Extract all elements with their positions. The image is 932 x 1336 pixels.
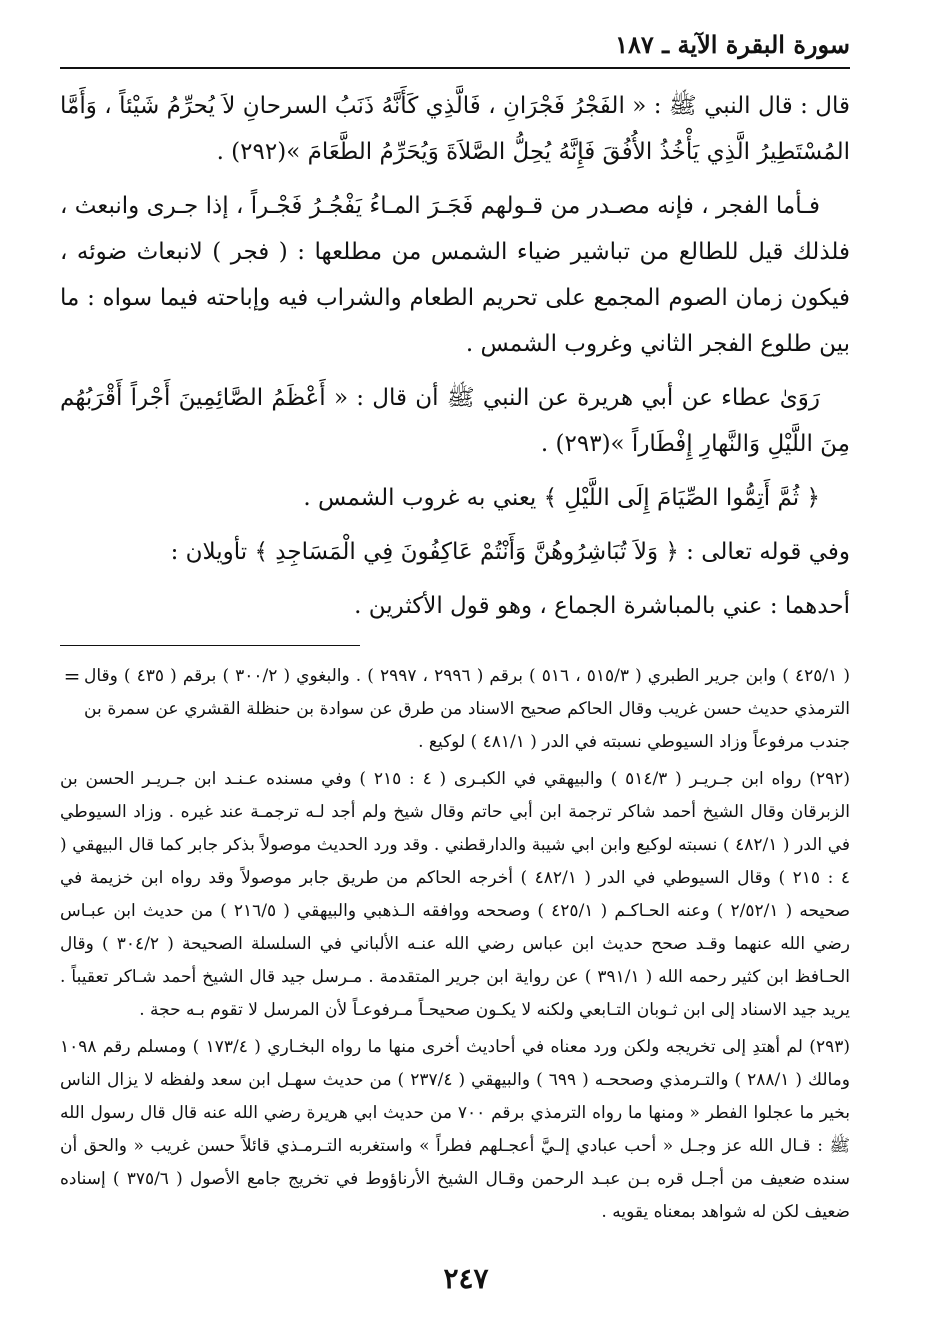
footnote-292: (٢٩٢) رواه ابن جـريـر ( ٥١٤/٣ ) والبيهقي في الكبـرى ( ٤ : ٢١٥ ) وفي مسنده عـنـد ابن جـريـر الحسن بن الزبرقان وقال الشيخ أحمد شاكر ترجمة ابن أبي حاتم وقال شيخ ولم أجد لـه ترجمـة عند غيره . وزاد السيوطي في الدر ( ٤٨٢/١ ) نسبته لوكيع وابن ابي شيبة والدارقطني . وقد ورد الحديث موصولاً بذكر جابر كما قال البيهقي ( ٤ : ٢١٥ ) وقال السيوطي في الدر ( ٤٨٢/١ ) أخرجه الحاكم من طريق جابر موصولاً وقد رواه ابن خزيمة في صحيحه ( ٢/٥٢/١ ) وعنه الحـاكـم ( ٤٢٥/١ ) وصححه ووافقه الـذهبي والبيهقي ( ٢١٦/٥ ) من حديث ابن عبـاس رضي الله عنهما وقـد صحح حديث ابن عباس رضي الله عنـه الألباني في السلسلة الصحيحة ( ٣٠٤/٢ ) وقال الحـافظ ابن كثير رحمه الله ( ٣٩١/١ ) عن رواية ابن جرير المتقدمة . مـرسل جيد قال الشيخ أحمد شـاكر تعقيباً . يريد جيد الاسناد إلى ابن ثـوبان التـابعي ولكنه لا يكـون صحيحـاً مـرفوعـاً لأن المرسل لا تقوم بـه حجة . xyxy=(60,769,851,1020)
footnote-separator-wrap xyxy=(60,637,850,660)
footnote-separator xyxy=(60,645,360,646)
paragraph: وفي قوله تعالى : ﴿ وَلاَ تُبَاشِرُوهُنَّ وَأَنْتُمْ عَاكِفُونَ فِي الْمَسَاجِدِ ﴾ تأويلان : xyxy=(170,539,850,565)
header-title: سورة البقرة الآية ـ ١٨٧ xyxy=(615,30,850,59)
paragraph: أحدهما : عني بالمباشرة الجماع ، وهو قول الأكثرين . xyxy=(354,593,850,619)
quran-verse-line: ﴿ ثُمَّ أَتِمُّوا الصِّيَامَ إِلَى اللَّيْلِ ﴾ يعني به غروب الشمس . xyxy=(303,485,820,511)
footnote-continuation-text: ( ٤٢٥/١ ) وابن جرير الطبري ( ٥١٥/٣ ، ٥١٦ ) برقم ( ٢٩٩٦ ، ٢٩٩٧ ) . والبغوي ( ٣٠٠/٢ ) برقم ( ٤٣٥ ) وقال الترمذي حديث حسن غريب وقال الحاكم صحيح الاسناد من طرق عن سوادة بن حنظلة القشري عن سمرة بن جندب مرفوعاً وزاد السيوطي نسبته في الدر ( ٤٨١/١ ) لوكيع . xyxy=(84,666,850,752)
paragraph: رَوَىٰ عطاء عن أبي هريرة عن النبي ﷺ أن قال : « أَعْظَمُ الصَّائِمِينَ أَجْراً أَقْرَبُهُم مِنَ اللَّيْلِ وَالنَّهارِ إِفْطَاراً »(٢٩٣) . xyxy=(60,385,850,457)
running-header xyxy=(60,30,850,69)
footnote-293: (٢٩٣) لم أهتدِ إلى تخريجه ولكن ورد معناه في أحاديث أخرى منها ما رواه البخـاري ( ١٧٣/٤ ) ومسلم رقم ١٠٩٨ ومالك ( ٢٨٨/١ ) والتـرمذي وصححـه ( ٦٩٩ ) والبيهقي ( ٢٣٧/٤ ) من حديث سهـل ابن سعد ولفظه لا يزال الناس بخير ما عجلوا الفطر « ومنها ما رواه الترمذي برقم ٧٠٠ من حديث ابي هريرة رضي الله عنه قال قال رسول الله ﷺ : قـال الله عز وجـل « أحب عبادي إلـيَّ أعجـلهم فطراً » واستغربه التـرمـذي قائلاً حسن غريب « والحق أن سنده ضعيف من أجـل قره بـن عبـد الرحمن وقـال الشيخ الأرناؤوط في تخريج جامع الأصول ( ٣٧٥/٦ ) إسناده ضعيف لكن له شواهد بمعناه يقويه . xyxy=(60,1037,850,1222)
page-number: ٢٤٧ xyxy=(443,1262,489,1295)
main-text xyxy=(60,83,850,629)
paragraph: قال : قال النبي ﷺ : « الفَجْرُ فَجْرَانِ ، فَالَّذِي كَأَنَّهُ ذَنَبُ السرحانِ لاَ يُحرِّمُ شَيْئاً ، وَأَمَّا المُسْتَطِيرُ الَّذِي يَأْخُذُ الأُفُقَ فَإِنَّهُ يُحِلُّ الصَّلاَةَ وَيُحَرِّمُ الطَّعَامَ »(٢٩٢) . xyxy=(60,93,850,165)
footnotes xyxy=(60,660,850,1229)
paragraph: فـأما الفجر ، فإنه مصـدر من قـولهم فَجَـرَ المـاءُ يَفْجُـرُ فَجْـراً ، إذا جـرى وانبعث ، فلذلك قيل للطالع من تباشير ضياء الشمس من مطلعها : ( فجر ) لانبعاث ضوئه ، فيكون زمان الصوم المجمع على تحريم الطعام والشراب فيه وإباحته فيما سواه : ما بين طلوع الفجر الثاني وغروب الشمس . xyxy=(60,193,850,357)
footnote-continuation xyxy=(60,660,850,763)
continuation-mark: = xyxy=(63,664,81,688)
page xyxy=(60,30,850,1233)
